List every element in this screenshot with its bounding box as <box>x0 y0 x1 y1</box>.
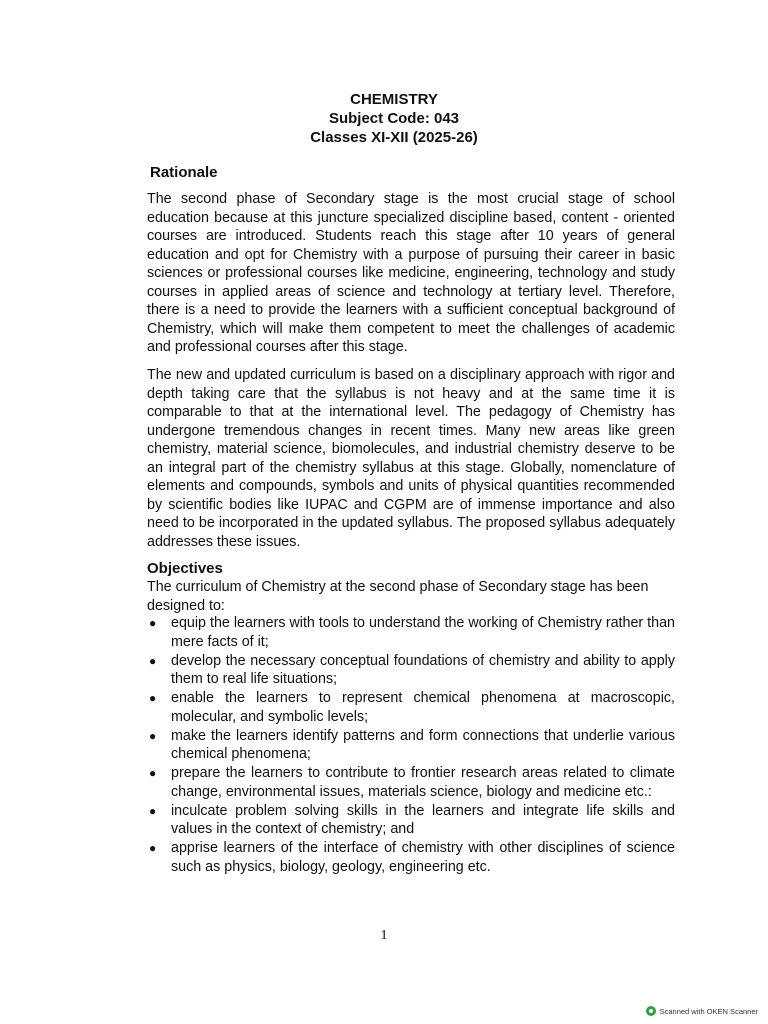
scanner-logo-icon <box>646 1006 656 1016</box>
document-header <box>0 90 768 147</box>
bullet-icon: ● <box>149 841 157 855</box>
bullet-icon: ● <box>149 803 157 818</box>
rationale-paragraph-1: The second phase of Secondary stage is the most crucial stage of school education because at this juncture specialized discipline based, content - oriented courses are introduced. Students reach this stage after 10 years of general education and opt for Chemistry with a purpose of pursuing their career in basic sciences or professional courses like medicine, engineering, technology and study courses in applied areas of science and technology at tertiary level. Therefore, there is a need to provide the learners with a sufficient conceptual background of Chemistry, which will make them competent to meet the challenges of academic and professional courses after this stage. <box>147 191 675 355</box>
subject-code: Subject Code: 043 <box>328 110 460 127</box>
list-item <box>147 764 675 801</box>
rationale-paragraph-2: The new and updated curriculum is based on a disciplinary approach with rigor and depth taking care that the syllabus is not heavy and at the same time it is comparable to that at the international level. The pedagogy of Chemistry has undergone tremendous changes in recent times. Many new areas like green chemistry, material science, biomolecules, and industrial chemistry deserve to be an integral part of the chemistry syllabus at this stage. Globally, nomenclature of elements and compounds, symbols and units of physical quantities recommended by scientific bodies like IUPAC and CGPM are of immense importance and also need to be incorporated in the updated syllabus. The proposed syllabus adequately addresses these issues. <box>147 367 675 550</box>
bullet-icon: ● <box>149 766 157 780</box>
bullet-icon: ● <box>149 728 157 743</box>
objectives-list <box>147 614 675 877</box>
bullet-icon: ● <box>149 616 157 630</box>
scanner-watermark <box>646 1006 758 1016</box>
objectives-intro: The curriculum of Chemistry at the second phase of Secondary stage has been designed to: <box>147 579 649 614</box>
list-item <box>147 689 675 726</box>
list-item <box>147 802 675 839</box>
scanner-text: Scanned with OKEN Scanner <box>659 1006 758 1016</box>
list-item-text: inculcate problem solving skills in the learners and integrate life skills and values in the context of chemistry; and <box>171 802 675 837</box>
list-item <box>147 652 675 689</box>
bullet-icon: ● <box>149 653 157 668</box>
list-item-text: enable the learners to represent chemical phenomena at macroscopic, molecular, and symbolic levels; <box>171 690 675 725</box>
list-item <box>147 839 675 876</box>
list-item-text: apprise learners of the interface of chemistry with other disciplines of science such as physics, biology, geology, engineering etc. <box>171 840 675 875</box>
objectives-heading: Objectives <box>147 560 223 577</box>
list-item-text: make the learners identify patterns and form connections that underlie various chemical phenomena; <box>171 727 675 762</box>
classes-line: Classes XI-XII (2025-26) <box>310 129 478 146</box>
rationale-heading: Rationale <box>150 164 218 181</box>
list-item <box>147 727 675 764</box>
document-title: CHEMISTRY <box>350 91 438 108</box>
list-item-text: prepare the learners to contribute to frontier research areas related to climate change, environmental issues, materials science, biology and medicine etc.: <box>171 765 675 800</box>
list-item-text: equip the learners with tools to understand the working of Chemistry rather than mere facts of it; <box>171 615 675 650</box>
page-number: 1 <box>380 928 388 943</box>
bullet-icon: ● <box>149 691 157 705</box>
list-item <box>147 614 675 651</box>
list-item-text: develop the necessary conceptual foundations of chemistry and ability to apply them to real life situations; <box>171 652 675 687</box>
